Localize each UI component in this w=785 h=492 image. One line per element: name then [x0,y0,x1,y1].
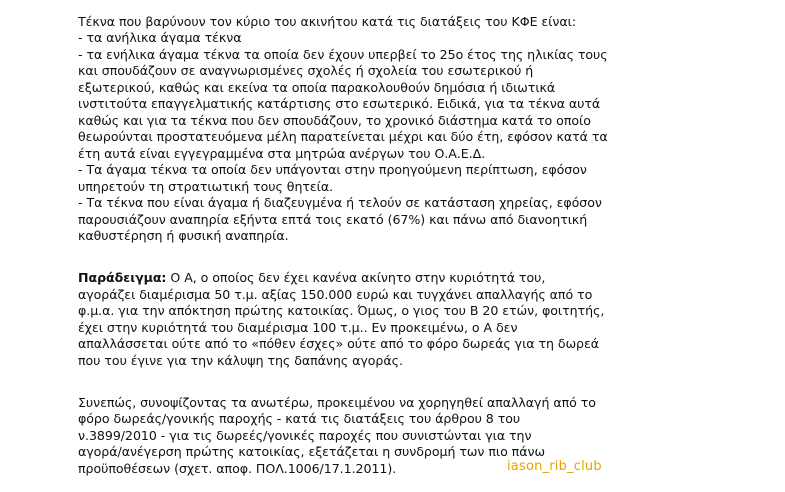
text-line: έχει στην κυριότητά του διαμέρισμα 100 τ.μ.. Εν προκειμένω, ο Α δεν [78,320,518,335]
text-line: - Τα άγαμα τέκνα τα οποία δεν υπάγονται στην προηγούμενη περίπτωση, εφόσον [78,162,587,177]
watermark-text: iason_rib_club [507,459,602,474]
text-line: καθυστέρηση ή φυσική αναπηρία. [78,228,289,243]
text-line: αγοράζει διαμέρισμα 50 τ.μ. αξίας 150.000 ευρώ και τυγχάνει απαλλαγής από το [78,287,593,302]
text-line: - τα ανήλικα άγαμα τέκνα [78,30,242,45]
text-line: αγορά/ανέγερση πρώτης κατοικίας, εξετάζεται η συνδρομή των πιο πάνω [78,444,545,459]
text-line: προϋποθέσεων (σχετ. αποφ. ΠΟΛ.1006/17.1.2011). [78,461,397,476]
example-label: Παράδειγμα: [78,270,167,285]
text-line: φόρο δωρεάς/γονικής παροχής - κατά τις διατάξεις του άρθρου 8 του [78,411,521,426]
text-line: έτη αυτά είναι εγγεγραμμένα στα μητρώα ανέργων του Ο.Α.Ε.Δ. [78,146,486,161]
text-line: καθώς και για τα τέκνα που δεν σπουδάζουν, το χρονικό διάστημα κατά το οποίο [78,113,591,128]
text-line: Τέκνα που βαρύνουν τον κύριο του ακινήτου κατά τις διατάξεις του ΚΦΕ είναι: [78,14,577,29]
text-line: παρουσιάζουν αναπηρία εξήντα επτά τοις εκατό (67%) και πάνω από διανοητική [78,212,588,227]
text-line: Συνεπώς, συνοψίζοντας τα ανωτέρω, προκειμένου να χορηγηθεί απαλλαγή από το [78,395,596,410]
text-line: εξωτερικού, καθώς και εκείνα τα οποία παρακολουθούν δημόσια ή ιδιωτικά [78,80,556,95]
text-line: - Τα τέκνα που είναι άγαμα ή διαζευγμένα ή τελούν σε κατάσταση χηρείας, εφόσον [78,195,602,210]
text-line: απαλλάσσεται ούτε από το «πόθεν έσχες» ούτε από το φόρο δωρεάς για τη δωρεά [78,336,600,351]
text-line: ινστιτούτα επαγγελματικής κατάρτισης στο εσωτερικό. Ειδικά, για τα τέκνα αυτά [78,96,601,111]
example-first-line [78,270,545,286]
text-line: υπηρετούν τη στρατιωτική τους θητεία. [78,179,334,194]
text-line: θεωρούνται προστατευόμενα μέλη παρατείνεται μέχρι και δύο έτη, εφόσον κατά τα [78,129,608,144]
text-line: που του έγινε για την κάλυψη της δαπάνης αγοράς. [78,353,403,368]
text-line: φ.μ.α. για την απόκτηση πρώτης κατοικίας. Όμως, ο γιος του Β 20 ετών, φοιτητής, [78,303,605,318]
text-line: ν.3899/2010 - για τις δωρεές/γονικές παροχές που συνιστώνται για την [78,428,532,443]
text-line: - τα ενήλικα άγαμα τέκνα τα οποία δεν έχουν υπερβεί το 25ο έτος της ηλικίας τους [78,47,608,62]
text-line: και σπουδάζουν σε αναγνωρισμένες σχολές ή σχολεία του εσωτερικού ή [78,63,534,78]
example-text: Ο Α, ο οποίος δεν έχει κανένα ακίνητο στην κυριότητά του, [166,270,546,285]
